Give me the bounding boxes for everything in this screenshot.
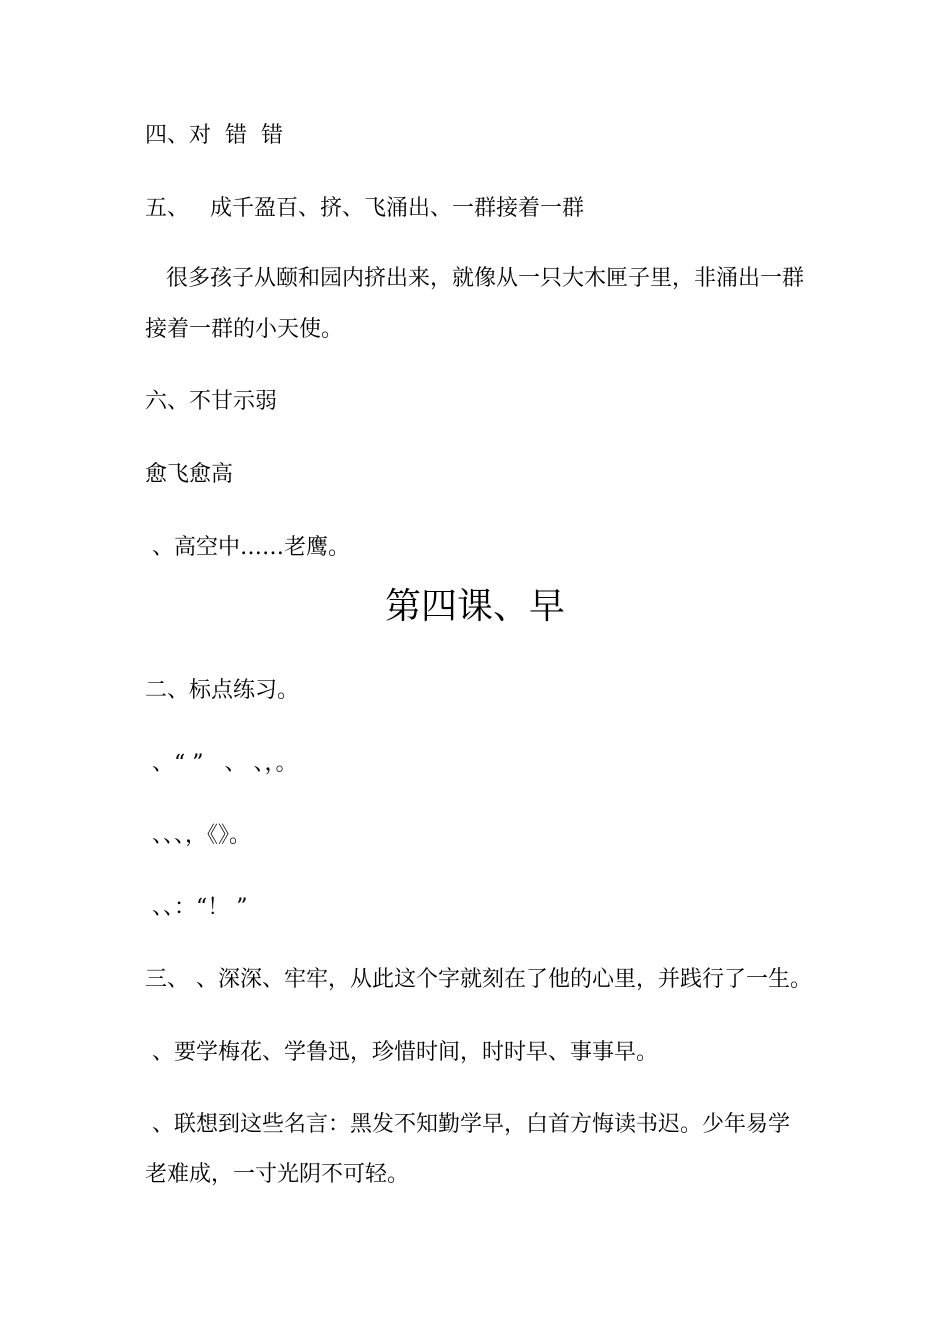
punctuation-answer-1: 、“ ” 、 、，。 — [145, 751, 298, 776]
punctuation-answer-2: 、、、，《》。 — [145, 823, 251, 848]
answer-line-4: 四、对 错 错 — [145, 123, 283, 148]
answer-line-6: 六、不甘示弱 — [145, 389, 278, 414]
section-3-answer-2: 、要学梅花、学鲁迅，珍惜时间，时时早、事事早。 — [145, 1040, 658, 1065]
section-3-answer-3-part2: 老难成，一寸光阴不可轻。 — [145, 1162, 410, 1187]
answer-line-5-sentence-part2: 接着一群的小天使。 — [145, 317, 344, 342]
answer-line-5-sentence-part1: 很多孩子从颐和园内挤出来，就像从一只大木匣子里，非涌出一群 — [145, 266, 804, 291]
punctuation-answer-3: 、、：“！ ” — [145, 895, 248, 920]
answer-line-5: 五、 成千盈百、挤、飞涌出、一群接着一群 — [145, 196, 584, 221]
section-2-heading: 二、标点练习。 — [145, 678, 300, 703]
answer-line-6-sentence: 、高空中……老鹰。 — [145, 535, 350, 560]
answer-line-6-word: 愈飞愈高 — [145, 462, 234, 487]
section-3-answer-3-part1: 、联想到这些名言：黑发不知勤学早，白首方悔读书迟。少年易学 — [145, 1112, 790, 1137]
section-3-answer-1: 三、 、深深、牢牢，从此这个字就刻在了他的心里，并践行了一生。 — [145, 967, 812, 992]
lesson-title: 第四课、早 — [384, 586, 565, 627]
